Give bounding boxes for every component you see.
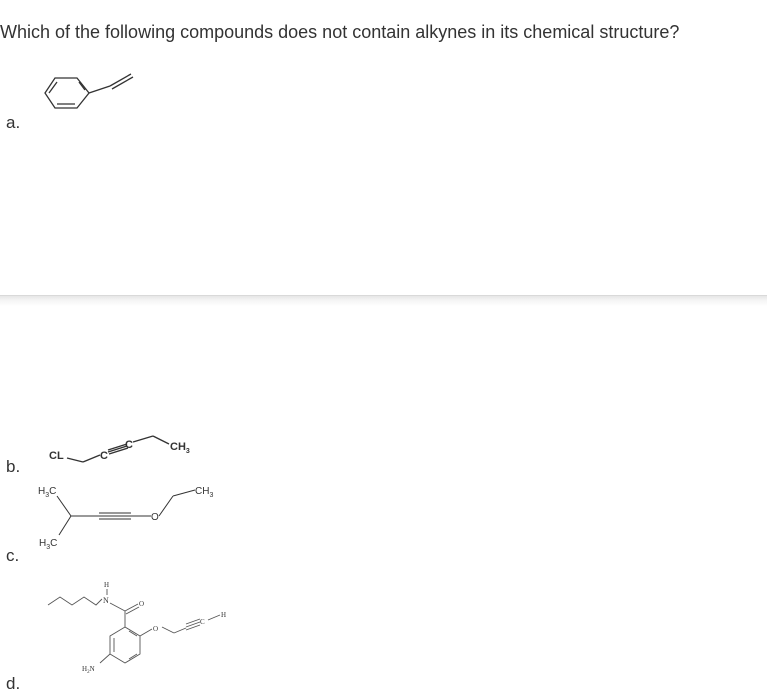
d-atom-h2n: $H_2N$	[82, 665, 95, 675]
c-atom-ch3: $CH_3$	[195, 486, 214, 499]
option-b-label[interactable]: b.	[6, 457, 21, 476]
option-a-structure	[40, 70, 140, 115]
question-text: Which of the following compounds does not contain alkynes in its chemical structure?	[0, 22, 680, 42]
option-d-structure	[40, 575, 250, 680]
c-atom-o: O	[151, 512, 159, 523]
d-atom-h-terminal: H	[221, 611, 227, 619]
d-atom-c: C	[200, 618, 205, 626]
c-atom-h3c-bottom: $H_3C$	[39, 538, 58, 550]
section-divider	[0, 295, 767, 306]
d-atom-o-ether: O	[153, 625, 159, 633]
option-c-label[interactable]: c.	[6, 546, 20, 565]
option-b-structure	[45, 432, 215, 467]
option-d-label[interactable]: d.	[6, 674, 21, 693]
d-atom-h: H	[104, 581, 110, 589]
c-atom-h3c-top: $H_3C$	[38, 486, 57, 499]
b-atom-c1: C	[100, 450, 108, 462]
b-atom-c2: C	[125, 439, 133, 451]
option-c-structure	[35, 480, 245, 550]
d-atom-n: N	[103, 596, 109, 605]
d-atom-o-carbonyl: O	[139, 600, 145, 608]
b-atom-cl: CL	[49, 450, 64, 462]
b-atom-ch3: $CH_3$	[170, 441, 190, 455]
option-a-label[interactable]: a.	[6, 113, 21, 132]
